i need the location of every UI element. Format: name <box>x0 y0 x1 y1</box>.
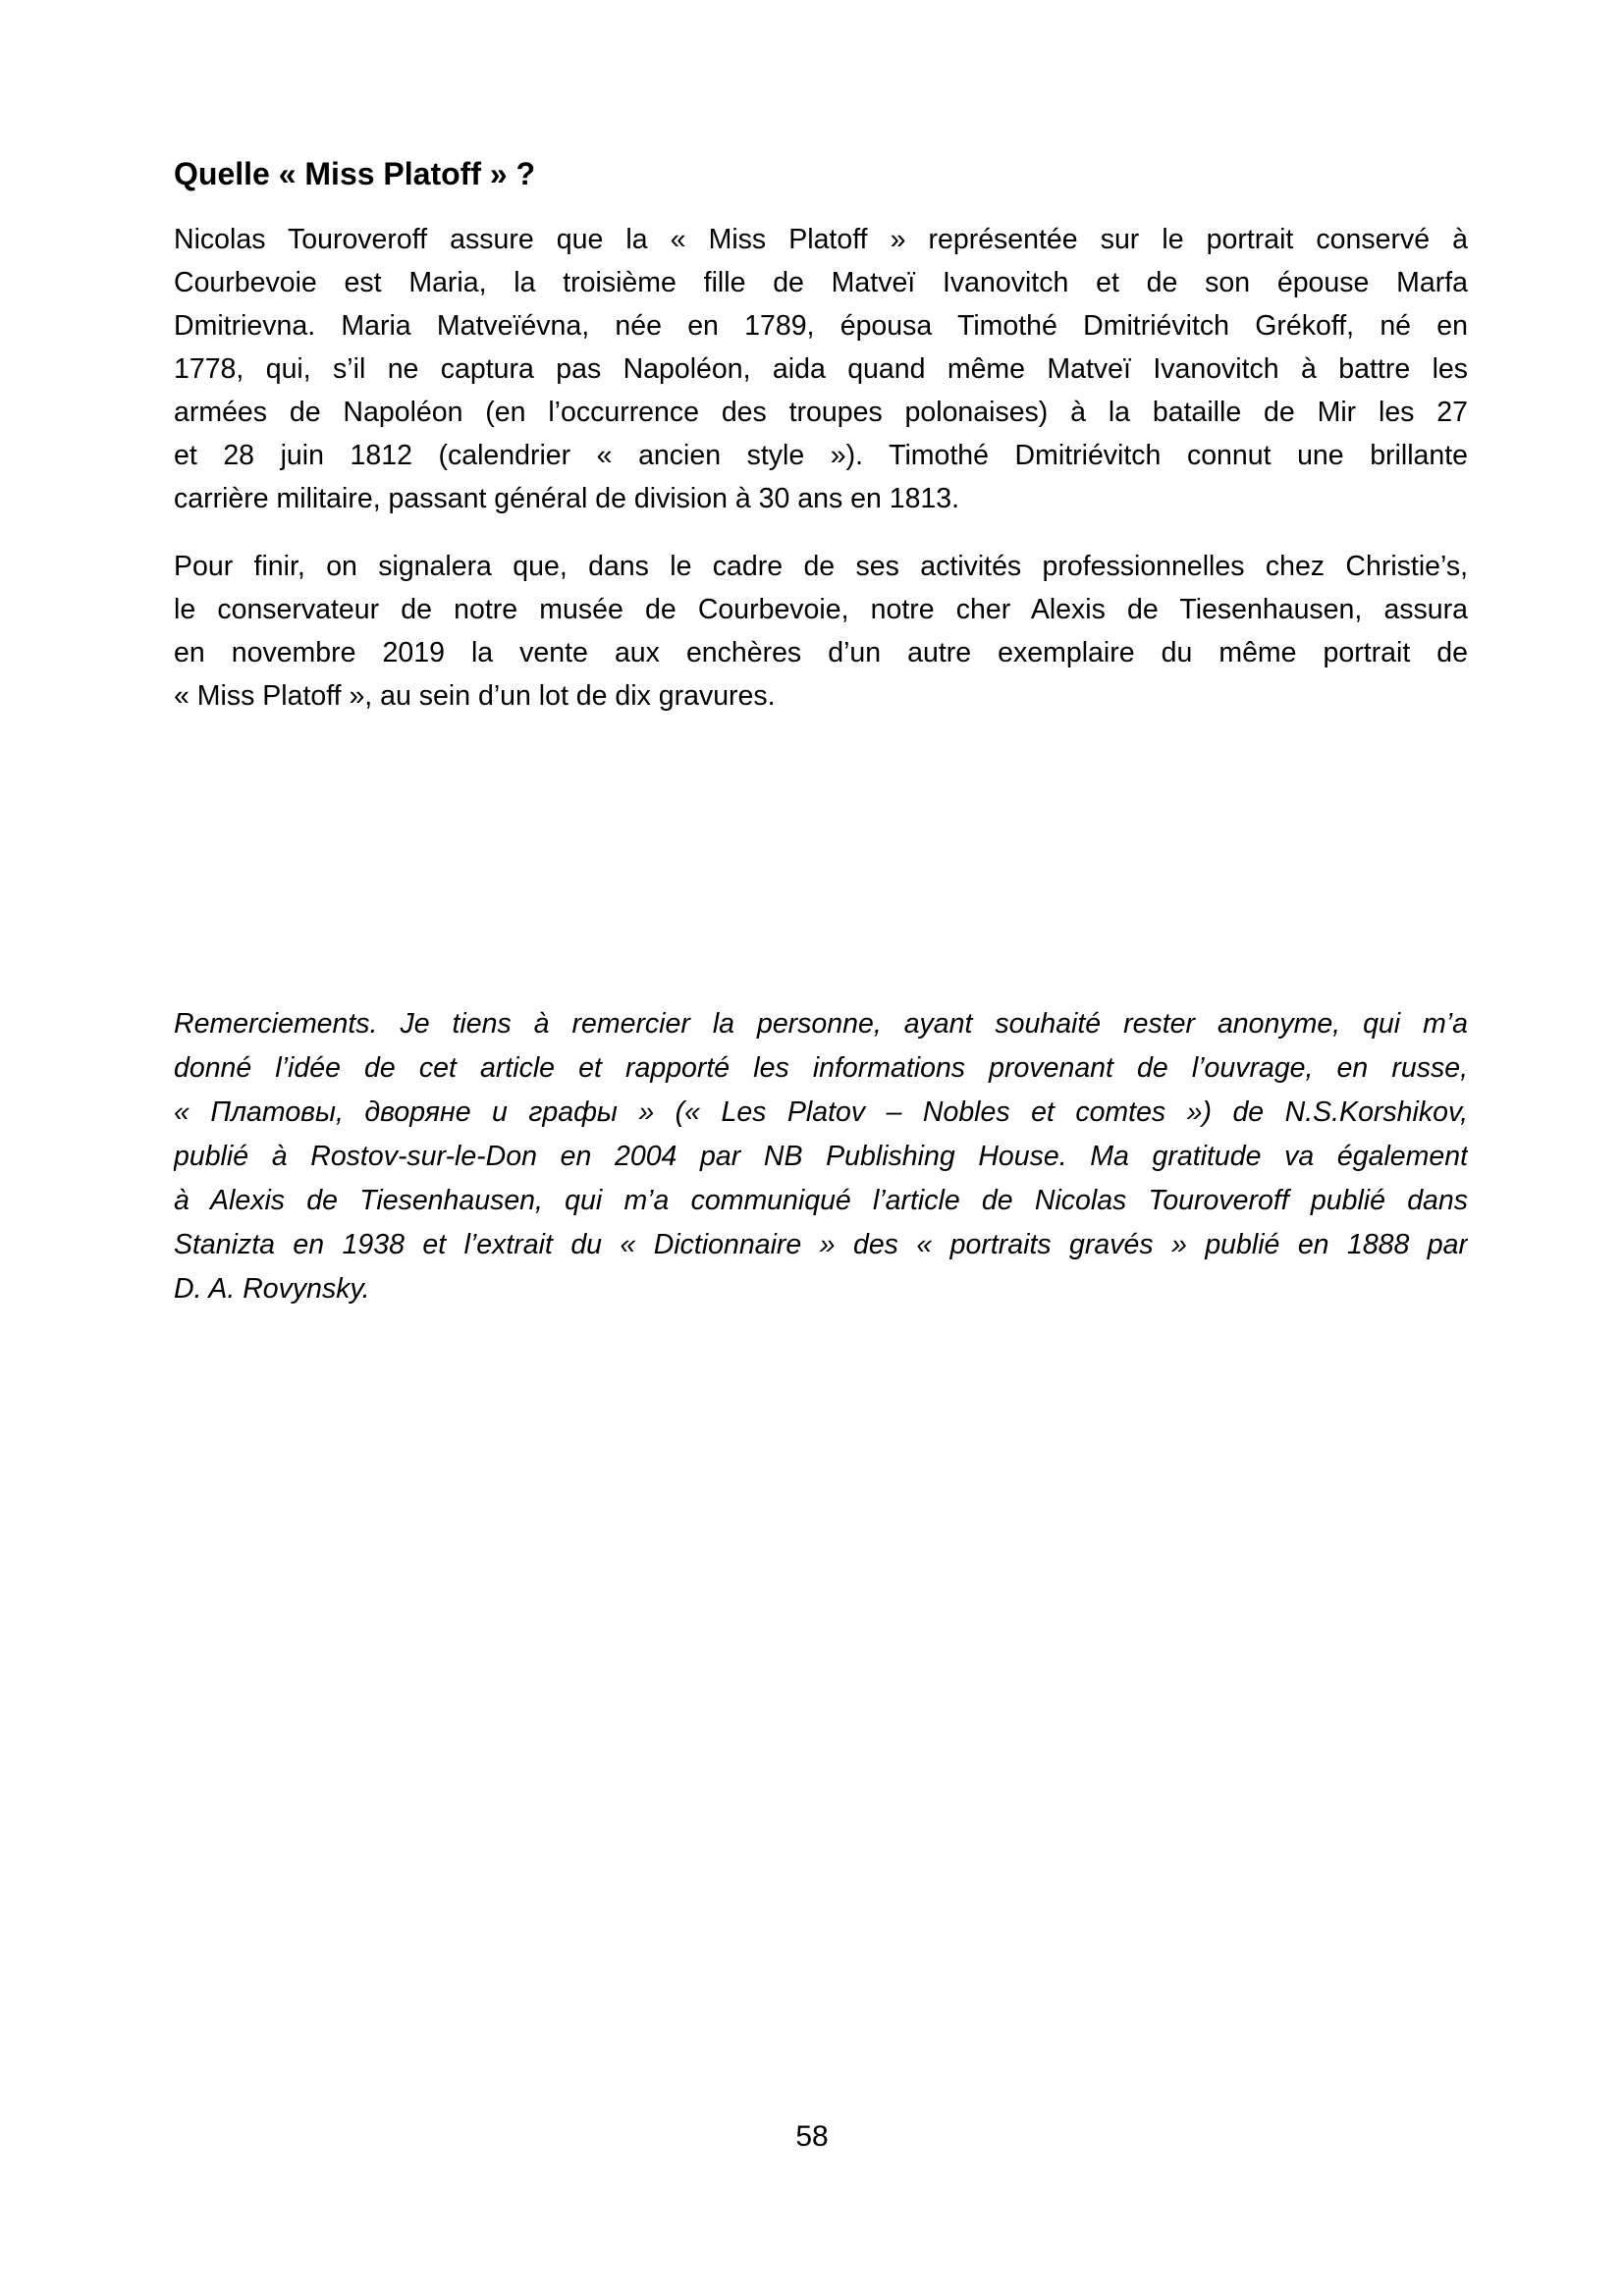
paragraph-remerciements <box>174 1002 1468 1311</box>
text-line: Nicolas Touroveroff assure que la « Miss Platoff » représentée sur le portrait conservé à <box>174 224 1468 255</box>
text-line: publié à Rostov-sur-le-Don en 2004 par NB Publishing House. Ma gratitude va également <box>174 1141 1468 1172</box>
text-line: Stanizta en 1938 et l’extrait du « Dictionnaire » des « portraits gravés » publié en 1888 par <box>174 1229 1468 1260</box>
text-line: donné l’idée de cet article et rapporté les informations provenant de l’ouvrage, en russe, <box>174 1052 1468 1084</box>
text-line: 1778, qui, s’il ne captura pas Napoléon, aida quand même Matveï Ivanovitch à battre les <box>174 353 1468 385</box>
text-line: et 28 juin 1812 (calendrier « ancien style »). Timothé Dmitriévitch connut une brillante <box>174 440 1468 471</box>
text-line: carrière militaire, passant général de division à 30 ans en 1813. <box>174 483 960 514</box>
page-number: 58 <box>795 2120 829 2153</box>
text-line: Pour finir, on signalera que, dans le cadre de ses activités professionnelles chez Christie’s, <box>174 551 1468 582</box>
section-heading: Quelle « Miss Platoff » ? <box>174 156 536 191</box>
text-line: D. A. Rovynsky. <box>174 1273 370 1305</box>
text-line: « Miss Platoff », au sein d’un lot de dix gravures. <box>174 680 776 712</box>
text-line: Dmitrievna. Maria Matveïévna, née en 1789, épousa Timothé Dmitriévitch Grékoff, né en <box>174 310 1468 342</box>
text-line: le conservateur de notre musée de Courbevoie, notre cher Alexis de Tiesenhausen, assura <box>174 594 1468 625</box>
text-line: Remerciements. Je tiens à remercier la personne, ayant souhaité rester anonyme, qui m’a <box>174 1008 1468 1040</box>
text-line: Courbevoie est Maria, la troisième fille de Matveï Ivanovitch et de son épouse Marfa <box>174 267 1468 298</box>
text-line: à Alexis de Tiesenhausen, qui m’a communiqué l’article de Nicolas Touroveroff publié dans <box>174 1185 1468 1216</box>
text-line: armées de Napoléon (en l’occurrence des troupes polonaises) à la bataille de Mir les 27 <box>174 397 1468 428</box>
text-line: en novembre 2019 la vente aux enchères d’un autre exemplaire du même portrait de <box>174 637 1468 668</box>
paragraph-miss-platoff-identity <box>174 218 1468 520</box>
paragraph-christies-sale <box>174 545 1468 718</box>
text-line: « Платовы, дворяне и графы » (« Les Platov – Nobles et comtes ») de N.S.Korshikov, <box>174 1096 1468 1128</box>
